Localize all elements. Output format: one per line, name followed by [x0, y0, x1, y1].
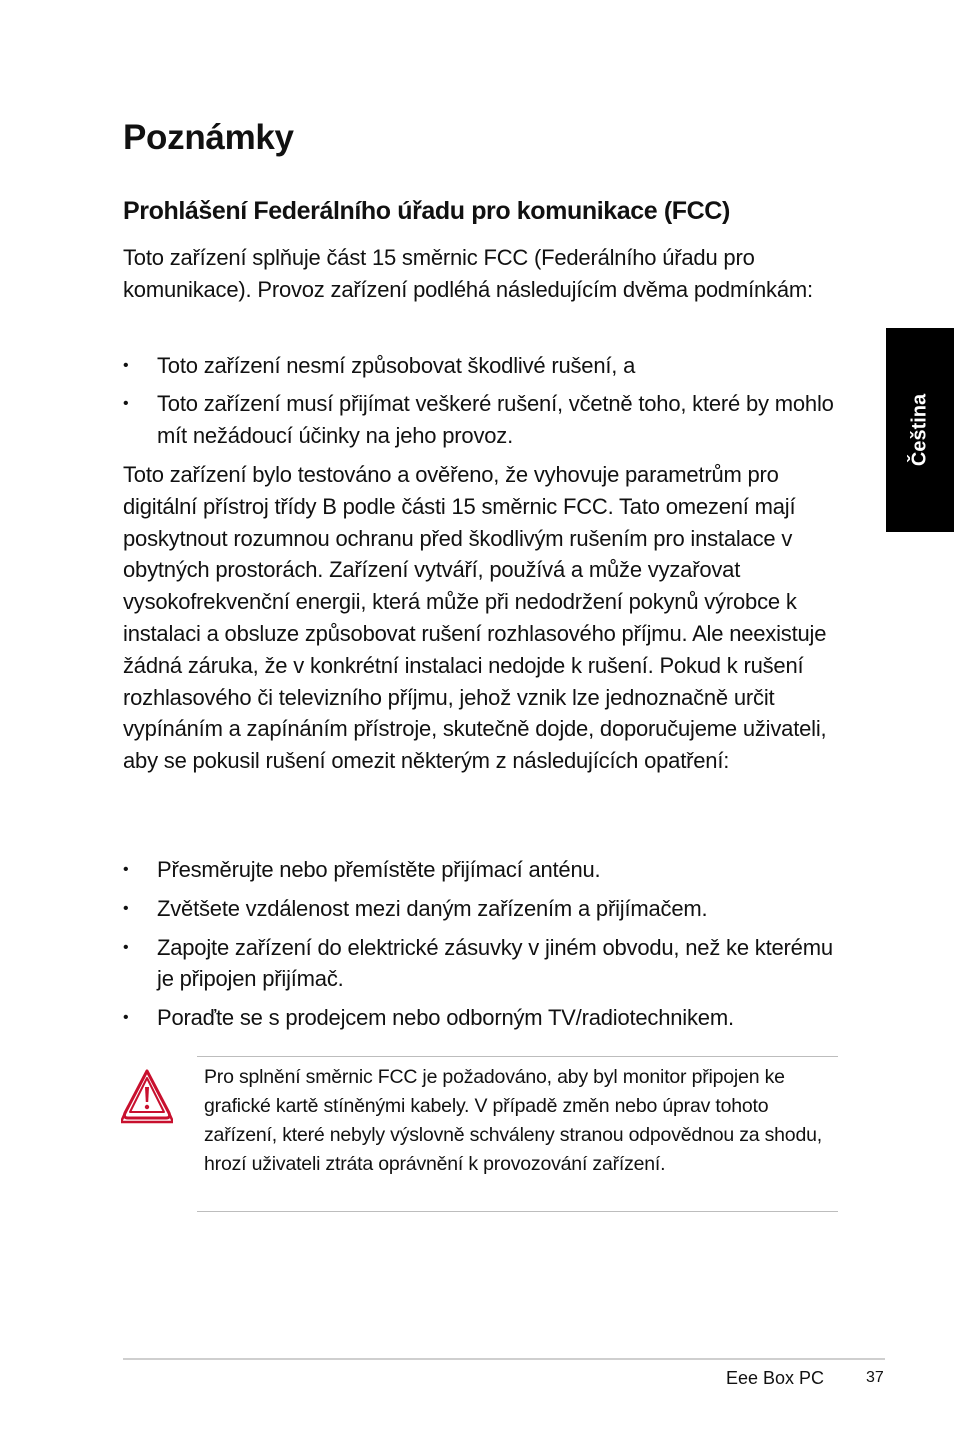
page-title: Poznámky — [123, 118, 294, 157]
bullet-marker: • — [123, 899, 129, 917]
list-item — [123, 893, 843, 925]
warning-note-text: Pro splnění směrnic FCC je požadováno, aby byl monitor připojen ke grafické kartě stíněnými kabely. V případě změn nebo úprav tohoto zařízení, které nebyly výslovně schváleny stranou odpovědnou za shodu, hrozí uživateli ztráta oprávnění k provozování zařízení. — [204, 1066, 822, 1175]
list-item — [123, 350, 843, 382]
list-item-text: Poraďte se s prodejcem nebo odborným TV/radiotechnikem. — [157, 1005, 734, 1031]
language-tab-label: Čeština — [908, 393, 931, 467]
bullet-marker: • — [123, 1009, 129, 1027]
page-number: 37 — [866, 1369, 884, 1386]
intro-paragraph: Toto zařízení splňuje část 15 směrnic FCC (Federálního úřadu pro komunikace). Provoz zařízení podléhá následujícím dvěma podmínkám: — [123, 245, 813, 302]
warning-note-box — [197, 1056, 838, 1212]
bullet-marker: • — [123, 938, 129, 956]
section-heading: Prohlášení Federálního úřadu pro komunikace (FCC) — [123, 197, 730, 225]
list-item-text: Zvětšete vzdálenost mezi daným zařízením a přijímačem. — [157, 895, 708, 921]
language-tab — [886, 328, 954, 532]
bullet-marker: • — [123, 394, 129, 412]
list-item — [123, 388, 843, 452]
list-item-text: Toto zařízení nesmí způsobovat škodlivé rušení, a — [157, 353, 636, 378]
body-paragraph: Toto zařízení bylo testováno a ověřeno, že vyhovuje parametrům pro digitální přístroj třídy B podle části 15 směrnic FCC. Tato omezení mají poskytnout rozumnou ochranu před škodlivým rušením pro instalace v obytných prostorách. Zařízení vytváří, používá a může vyzařovat vysokofrekvenční energii, která může při nedodržení pokynů výrobce k instalaci a obsluze způsobovat rušení rozhlasového příjmu. Ale neexistuje žádná záruka, že v konkrétní instalaci nedojde k rušení. Pokud k rušení rozhlasového či televizního příjmu, jehož vznik lze jednoznačně určit vypínáním a zapínáním přístroje, skutečně dojde, doporučujeme uživateli, aby se pokusil rušení omezit některým z následujících opatření: — [123, 462, 827, 774]
list-item — [123, 932, 843, 996]
list-item-text: Přesměrujte nebo přemístěte přijímací anténu. — [157, 857, 601, 882]
footer-product-name: Eee Box PC — [726, 1368, 825, 1388]
list-item-text: Toto zařízení musí přijímat veškeré rušení, včetně toho, které by mohlo mít nežádoucí účinky na jeho provoz. — [157, 390, 834, 448]
footer-divider — [123, 1358, 885, 1360]
measures-list — [123, 854, 843, 1034]
list-item — [123, 1002, 843, 1034]
list-item — [123, 854, 843, 886]
bullet-marker: • — [123, 861, 129, 878]
bullet-marker: • — [123, 357, 129, 374]
list-item-text: Zapojte zařízení do elektrické zásuvky v jiném obvodu, než ke kterému je připojen přijímač. — [157, 934, 833, 992]
warning-triangle-icon — [121, 1068, 173, 1126]
conditions-list — [123, 350, 843, 451]
